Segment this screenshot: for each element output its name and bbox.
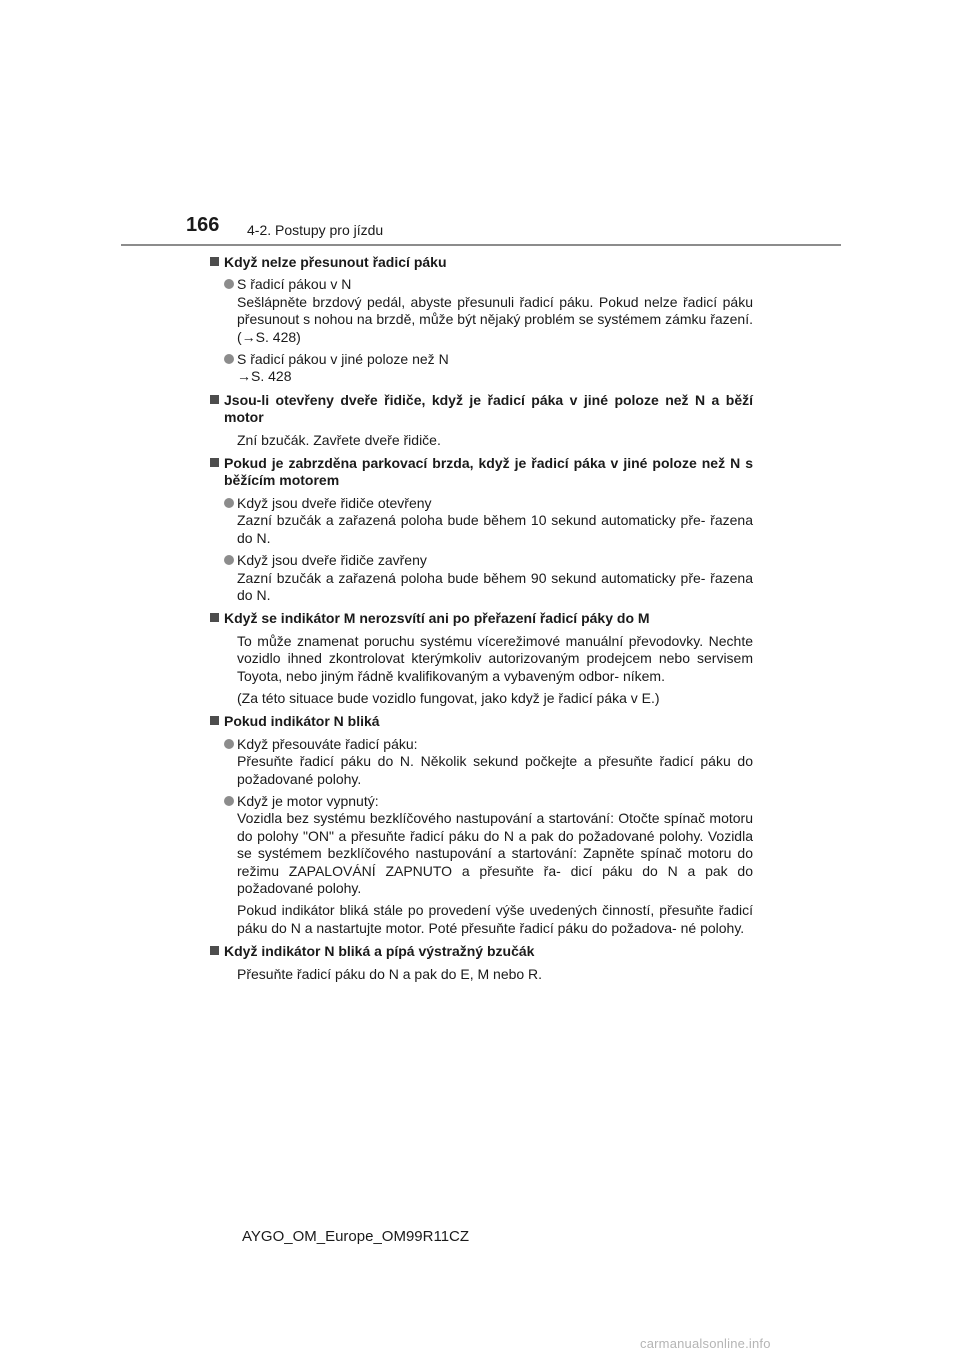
round-bullet-icon <box>224 498 234 508</box>
watermark: carmanualsonline.info <box>640 1336 771 1351</box>
list-item-text: Vozidla bez systému bezklíčového nastupování a startování: Otočte spínač motoru do polohy "ON" a přesuňte řadicí páku do N a pak do požadované polohy. Vozidla se systémem bezklíčového nastupování a startování: Zapněte spínač motoru do režimu ZAPALOVÁNÍ ZAPNUTO a přesuňte řa- dicí páku do N a pak do požadované polohy. <box>237 810 753 896</box>
section-heading-text: Jsou-li otevřeny dveře řidiče, když je řadicí páka v jiné poloze než N a běží motor <box>224 391 753 426</box>
list-item-title: Když přesouváte řadicí páku: <box>237 735 418 752</box>
footer-doc-code: AYGO_OM_Europe_OM99R11CZ <box>242 1228 470 1245</box>
list-item-text: Zazní bzučák a zařazená poloha bude během 10 sekund automaticky pře- řazena do N. <box>237 512 753 546</box>
square-bullet-icon <box>210 458 219 467</box>
section-heading <box>210 455 753 490</box>
list-item-title: S řadicí pákou v jiné poloze než N <box>237 351 449 368</box>
section-heading <box>210 943 753 960</box>
section <box>210 610 753 707</box>
square-bullet-icon <box>210 257 219 266</box>
section <box>210 392 753 449</box>
paragraph: Přesuňte řadicí páku do N a pak do E, M nebo R. <box>237 965 543 982</box>
square-bullet-icon <box>210 395 219 404</box>
list-item-text: →S. 428 <box>237 368 292 385</box>
round-bullet-icon <box>224 555 234 565</box>
list-item <box>210 552 753 604</box>
list-item-text: Zazní bzučák a zařazená poloha bude během 90 sekund automaticky pře- řazena do N. <box>237 569 753 603</box>
section-heading-text: Pokud indikátor N bliká <box>224 713 380 730</box>
paragraph: To může znamenat poruchu systému vícerežimové manuální převodovky. Nechte vozidlo ihned zkontrolovat kterýmkoliv autorizovaným prodejcem nebo servisem Toyota, nebo jiným řádně kvalifikovaným a vybaveným odbor- níkem. <box>237 632 753 684</box>
round-bullet-icon <box>224 739 234 749</box>
square-bullet-icon <box>210 613 219 622</box>
square-bullet-icon <box>210 946 219 955</box>
section <box>210 254 753 386</box>
section-title: 4-2. Postupy pro jízdu <box>247 222 384 238</box>
paragraph: Zní bzučák. Zavřete dveře řidiče. <box>237 431 441 448</box>
page-content <box>210 254 753 989</box>
page-number: 166 <box>186 214 220 236</box>
list-item-title: Když jsou dveře řidiče zavřeny <box>237 552 427 569</box>
paragraph: Pokud indikátor bliká stále po provedení výše uvedených činností, přesuňte řadicí páku do N a nastartujte motor. Poté přesuňte řadicí páku do požadova- né polohy. <box>237 902 753 936</box>
section-heading <box>210 392 753 427</box>
section-heading-text: Když se indikátor M nerozsvítí ani po přeřazení řadicí páky do M <box>224 610 650 627</box>
section <box>210 713 753 937</box>
page-header <box>0 0 960 250</box>
section-heading <box>210 610 753 627</box>
list-item-text: Sešlápněte brzdový pedál, abyste přesunuli řadicí páku. Pokud nelze řadicí páku přesunout s nohou na brzdě, může být nějaký problém se systémem zámku řazení. (→S. 428) <box>237 293 753 345</box>
section-heading-text: Pokud je zabrzděna parkovací brzda, když je řadicí páka v jiné poloze než N s běžícím motorem <box>224 455 753 489</box>
section-heading <box>210 713 753 730</box>
list-item-text: Přesuňte řadicí páku do N. Několik sekund počkejte a přesuňte řadicí páku do požadované polohy. <box>237 753 753 787</box>
list-item-title: Když jsou dveře řidiče otevřeny <box>237 494 432 511</box>
round-bullet-icon <box>224 354 234 364</box>
list-item <box>210 793 753 897</box>
section <box>210 455 753 604</box>
list-item <box>210 736 753 788</box>
round-bullet-icon <box>224 796 234 806</box>
round-bullet-icon <box>224 279 234 289</box>
square-bullet-icon <box>210 716 219 725</box>
section <box>210 943 753 983</box>
list-item-title: Když je motor vypnutý: <box>237 792 379 809</box>
list-item <box>210 495 753 547</box>
list-item-title: S řadicí pákou v N <box>237 276 352 293</box>
list-item <box>210 276 753 346</box>
section-heading-text: Když nelze přesunout řadicí páku <box>224 254 447 270</box>
paragraph: (Za této situace bude vozidlo fungovat, jako když je řadicí páka v E.) <box>237 689 660 706</box>
header-divider <box>121 244 841 246</box>
section-heading-text: Když indikátor N bliká a pípá výstražný bzučák <box>224 943 535 960</box>
section-heading <box>210 254 753 271</box>
list-item <box>210 351 753 386</box>
